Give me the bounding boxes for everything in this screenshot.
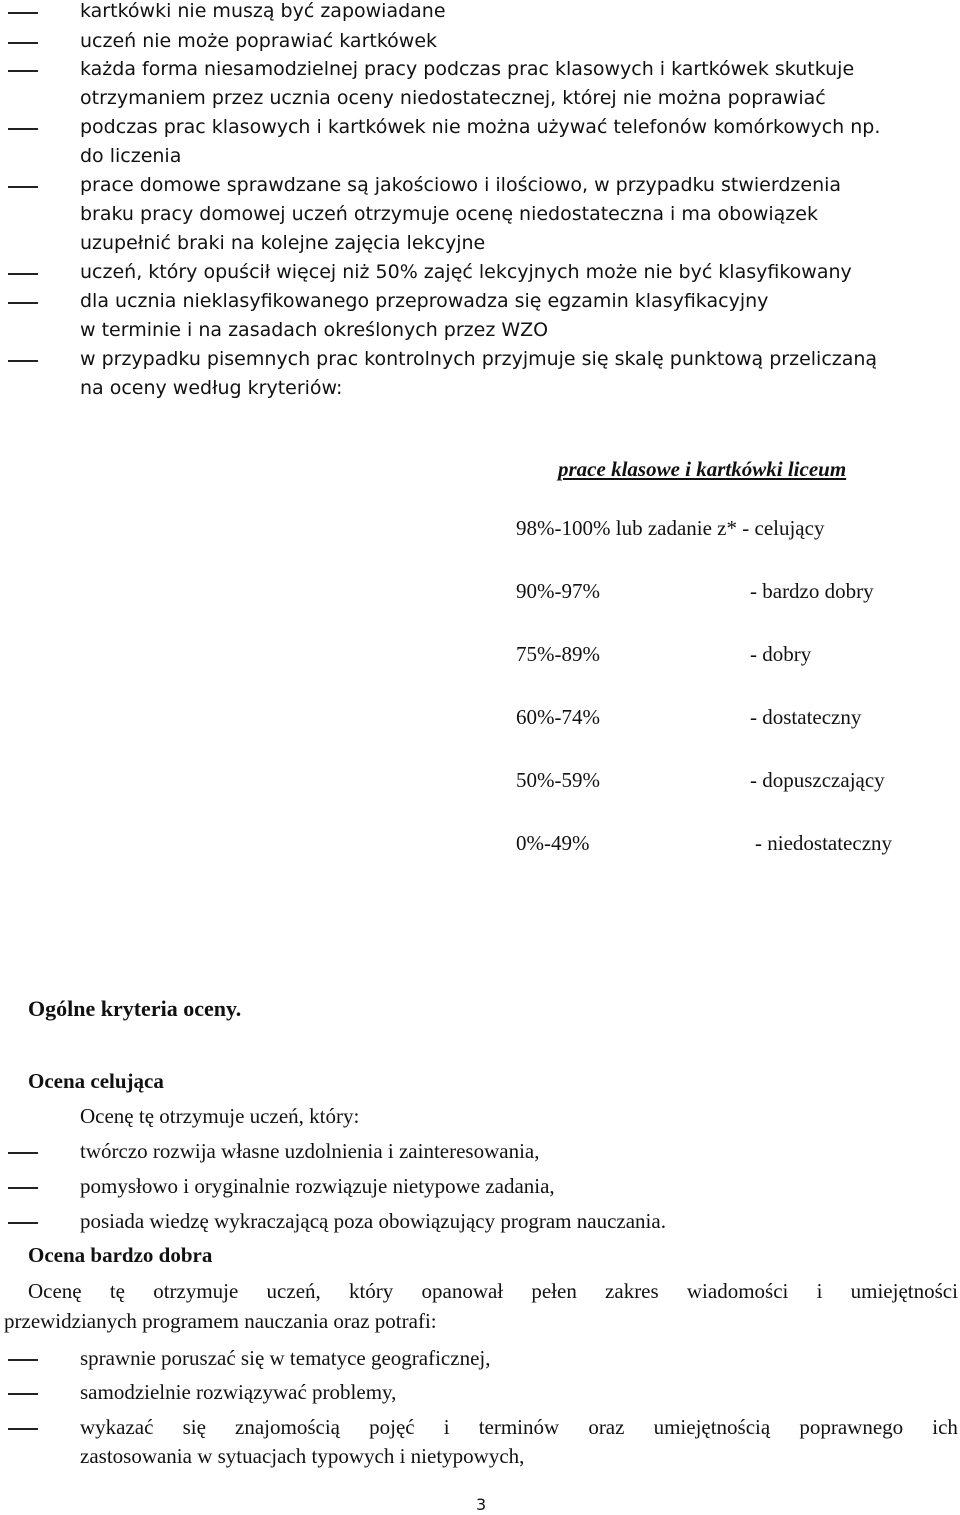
word: znajomością — [235, 1415, 340, 1439]
criteria-heading: Ogólne kryteria oceny. — [28, 996, 242, 1021]
bullet-dash — [8, 1393, 38, 1395]
rule-line: uzupełnić braki na kolejne zajęcia lekcyjne — [80, 232, 486, 254]
word: pełen — [531, 1279, 577, 1303]
bullet-dash — [8, 360, 38, 362]
word: wykazać — [80, 1415, 154, 1439]
bullet-dash — [8, 1187, 38, 1189]
word: i — [443, 1415, 450, 1439]
ocena-celujaca-title: Ocena celująca — [28, 1069, 164, 1093]
bullet-dash — [8, 302, 38, 304]
word: wiadomości — [686, 1279, 789, 1303]
grade-name: - dopuszczający — [750, 768, 885, 792]
criteria-item: pomysłowo i oryginalnie rozwiązuje nietypowe zadania, — [80, 1174, 555, 1198]
bullet-dash — [8, 42, 38, 44]
bullet-dash — [8, 1428, 38, 1430]
rule-line: dla ucznia nieklasyfikowanego przeprowadza się egzamin klasyfikacyjny — [80, 290, 769, 312]
grade-range: 75%-89% — [516, 642, 600, 666]
grade-range: 90%-97% — [516, 579, 600, 603]
grade-name: - bardzo dobry — [750, 579, 874, 603]
grade-range: 60%-74% — [516, 705, 600, 729]
ocena-bardzo-dobra-title: Ocena bardzo dobra — [28, 1243, 213, 1267]
page-number: 3 — [476, 1495, 487, 1514]
word: oraz — [588, 1415, 625, 1439]
bullet-dash — [8, 70, 38, 72]
bullet-dash — [8, 1359, 38, 1361]
criteria-item: sprawnie poruszać się w tematyce geograficznej, — [80, 1346, 491, 1370]
criteria-item: zastosowania w sytuacjach typowych i nietypowych, — [80, 1444, 525, 1468]
rule-line: uczeń, który opuścił więcej niż 50% zajęć lekcyjnych może nie być klasyfikowany — [80, 261, 852, 283]
grade-name: - niedostateczny — [755, 831, 893, 855]
word: zakres — [605, 1279, 659, 1303]
word: i — [816, 1279, 823, 1303]
rule-line: w terminie i na zasadach określonych przez WZO — [80, 319, 549, 341]
rule-line: uczeń nie może poprawiać kartkówek — [80, 30, 438, 52]
rule-line: kartkówki nie muszą być zapowiadane — [80, 0, 446, 22]
rule-line: każda forma niesamodzielnej pracy podczas prac klasowych i kartkówek skutkuje — [80, 58, 855, 80]
criteria-item: samodzielnie rozwiązywać problemy, — [80, 1380, 397, 1404]
grade-range: 50%-59% — [516, 768, 600, 792]
word: który — [348, 1279, 394, 1303]
bullet-dash — [8, 1222, 38, 1224]
bullet-dash — [8, 1152, 38, 1154]
word: się — [182, 1415, 206, 1439]
ocena-bardzo-dobra-intro-line2: przewidzianych programem nauczania oraz potrafi: — [4, 1309, 437, 1333]
rule-line: w przypadku pisemnych prac kontrolnych przyjmuje się skalę punktową przeliczaną — [80, 348, 878, 370]
ocena-bardzo-dobra-intro-line1 — [28, 1281, 958, 1302]
grade-range: 0%-49% — [516, 831, 590, 855]
word: terminów — [478, 1415, 560, 1439]
criteria-item — [80, 1417, 958, 1438]
word: opanował — [421, 1279, 504, 1303]
word: umiejętnością — [653, 1415, 771, 1439]
grade-name: - dobry — [750, 642, 812, 666]
grading-title: prace klasowe i kartkówki liceum — [558, 457, 847, 481]
word: poprawnego — [799, 1415, 904, 1439]
word: pojęć — [369, 1415, 415, 1439]
rule-line: na oceny według kryteriów: — [80, 377, 343, 399]
criteria-item: posiada wiedzę wykraczającą poza obowiązujący program nauczania. — [80, 1209, 666, 1233]
word: otrzymuje — [153, 1279, 239, 1303]
word: Ocenę — [28, 1279, 82, 1303]
word: tę — [109, 1279, 125, 1303]
word: umiejętności — [850, 1279, 958, 1303]
criteria-item: twórczo rozwija własne uzdolnienia i zainteresowania, — [80, 1139, 540, 1163]
bullet-dash — [8, 12, 38, 14]
bullet-dash — [8, 273, 38, 275]
rule-line: do liczenia — [80, 145, 182, 167]
word: ich — [932, 1415, 958, 1439]
rule-line: otrzymaniem przez ucznia oceny niedostatecznej, której nie można poprawiać — [80, 87, 826, 109]
bullet-dash — [8, 186, 38, 188]
bullet-dash — [8, 128, 38, 130]
rule-line: braku pracy domowej uczeń otrzymuje ocenę niedostateczna i ma obowiązek — [80, 203, 818, 225]
ocena-celujaca-intro: Ocenę tę otrzymuje uczeń, który: — [80, 1104, 360, 1128]
rule-line: podczas prac klasowych i kartkówek nie można używać telefonów komórkowych np. — [80, 116, 881, 138]
word: uczeń, — [266, 1279, 321, 1303]
rule-line: prace domowe sprawdzane są jakościowo i ilościowo, w przypadku stwierdzenia — [80, 174, 842, 196]
grade-name: - dostateczny — [750, 705, 862, 729]
grading-first-row: 98%-100% lub zadanie z* - celujący — [516, 516, 825, 540]
